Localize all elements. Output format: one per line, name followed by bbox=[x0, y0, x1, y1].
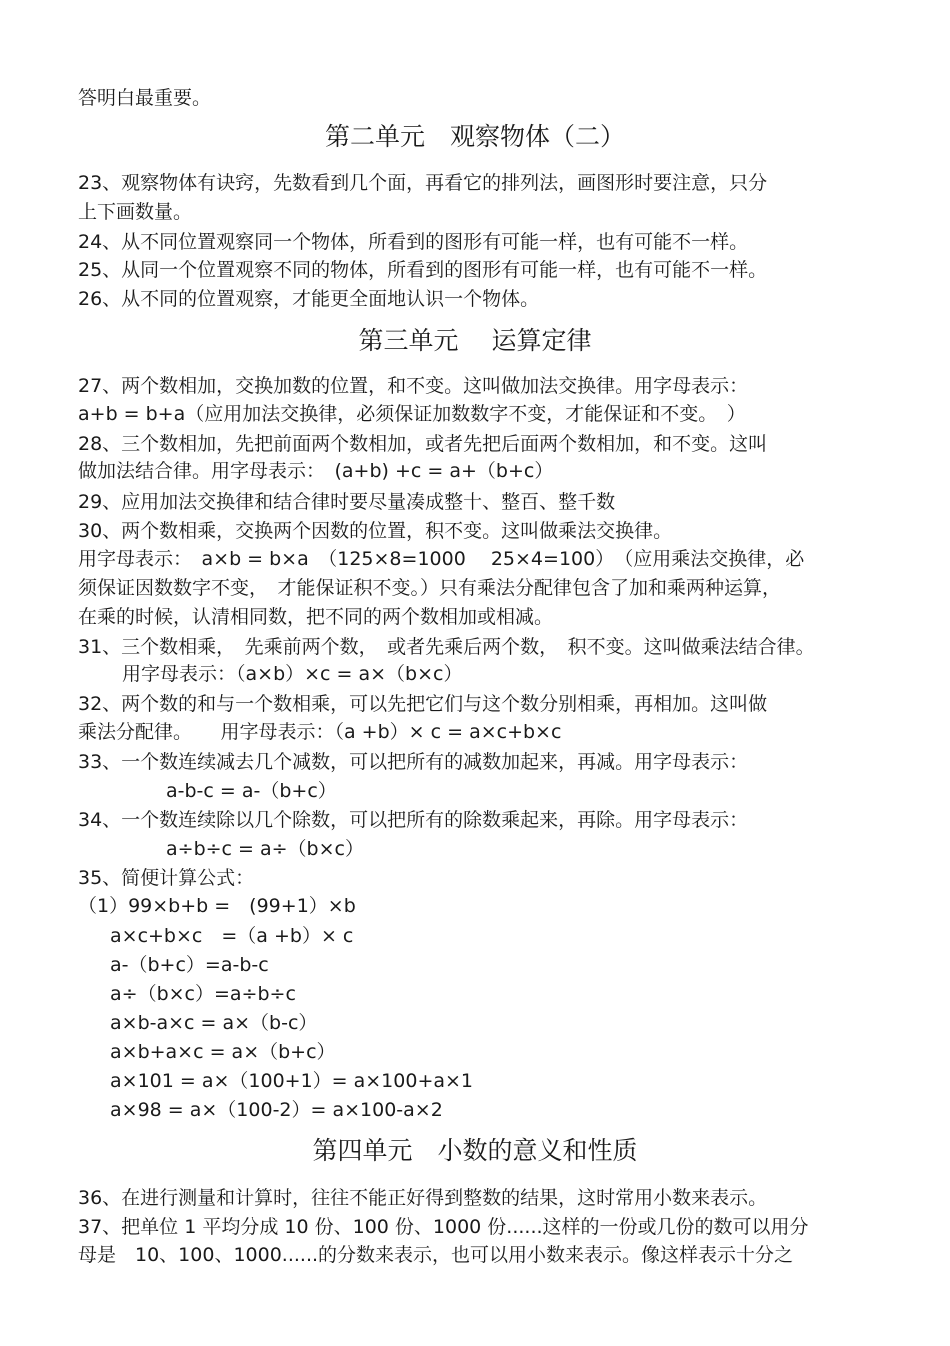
text-line: 乘法分配律。 用字母表示：（a +b）× c = a×c+b×c bbox=[78, 721, 562, 743]
formula-line: a-（b+c）=a-b-c bbox=[110, 954, 269, 976]
text-line: 上下画数量。 bbox=[78, 201, 193, 223]
section-heading-unit2: 第二单元 观察物体（二） bbox=[324, 122, 625, 151]
text-line: 35、简便计算公式： bbox=[78, 867, 255, 889]
formula-line: a÷（b×c）=a÷b÷c bbox=[110, 983, 296, 1005]
text-line: 26、从不同的位置观察，才能更全面地认识一个物体。 bbox=[78, 288, 540, 310]
text-line: 33、一个数连续减去几个减数，可以把所有的减数加起来，再减。用字母表示： bbox=[78, 751, 749, 773]
formula-line: a×101 = a×（100+1）= a×100+a×1 bbox=[110, 1070, 474, 1092]
formula-line: a×b-a×c = a×（b-c） bbox=[110, 1012, 318, 1034]
formula-line: （1）99×b+b = (99+1）×b bbox=[78, 895, 356, 917]
text-line: 须保证因数数字不变， 才能保证积不变。）只有乘法分配律包含了加和乘两种运算， bbox=[78, 577, 782, 599]
text-line: 在乘的时候，认清相同数，把不同的两个数相加或相减。 bbox=[78, 606, 554, 628]
text-line: 32、两个数的和与一个数相乘，可以先把它们与这个数分别相乘，再相加。这叫做 bbox=[78, 693, 768, 715]
text-line: 28、三个数相加，先把前面两个数相加，或者先把后面两个数相加，和不变。这叫 bbox=[78, 433, 768, 455]
text-line: 30、两个数相乘，交换两个因数的位置，积不变。这叫做乘法交换律。 bbox=[78, 520, 673, 542]
text-line: 用字母表示：（a×b）×c = a×（b×c） bbox=[122, 663, 463, 685]
text-line: a+b = b+a（应用加法交换律，必须保证加数数字不变，才能保证和不变。 ） bbox=[78, 403, 746, 425]
formula-line: a×c+b×c =（a +b）× c bbox=[110, 925, 354, 947]
text-line: 用字母表示： a×b = b×a （125×8=1000 25×4=100） （应用乘法交换律，必 bbox=[78, 548, 805, 570]
text-line: 23、观察物体有诀窍，先数看到几个面，再看它的排列法，画图形时要注意，只分 bbox=[78, 172, 768, 194]
formula-line: a×98 = a×（100-2）= a×100-a×2 bbox=[110, 1099, 443, 1121]
formula-line: a÷b÷c = a÷（b×c） bbox=[166, 838, 364, 860]
text-line: 母是 10、100、1000......的分数来表示，也可以用小数来表示。像这样表示十分之 bbox=[78, 1244, 794, 1266]
text-line: 27、两个数相加，交换加数的位置，和不变。这叫做加法交换律。用字母表示： bbox=[78, 375, 749, 397]
formula-line: a×b+a×c = a×（b+c） bbox=[110, 1041, 336, 1063]
text-line: 31、三个数相乘， 先乘前两个数， 或者先乘后两个数， 积不变。这叫做乘法结合律。 bbox=[78, 636, 815, 658]
section-heading-unit4: 第四单元 小数的意义和性质 bbox=[312, 1136, 638, 1165]
section-heading-unit3: 第三单元 运算定律 bbox=[358, 326, 592, 355]
text-line: 29、应用加法交换律和结合律时要尽量凑成整十、整百、整千数 bbox=[78, 491, 616, 513]
text-line: 做加法结合律。用字母表示： (a+b) +c = a+（b+c） bbox=[78, 460, 554, 482]
text-line: 答明白最重要。 bbox=[78, 87, 212, 109]
text-line: 36、在进行测量和计算时，往往不能正好得到整数的结果，这时常用小数来表示。 bbox=[78, 1187, 768, 1209]
text-line: 37、把单位 1 平均分成 10 份、100 份、1000 份......这样的一份或几份的数可以用分 bbox=[78, 1216, 809, 1238]
text-line: 34、一个数连续除以几个除数，可以把所有的除数乘起来，再除。用字母表示： bbox=[78, 809, 749, 831]
formula-line: a-b-c = a-（b+c） bbox=[166, 780, 337, 802]
text-line: 24、从不同位置观察同一个物体，所看到的图形有可能一样，也有可能不一样。 bbox=[78, 231, 749, 253]
text-line: 25、从同一个位置观察不同的物体，所看到的图形有可能一样，也有可能不一样。 bbox=[78, 259, 768, 281]
